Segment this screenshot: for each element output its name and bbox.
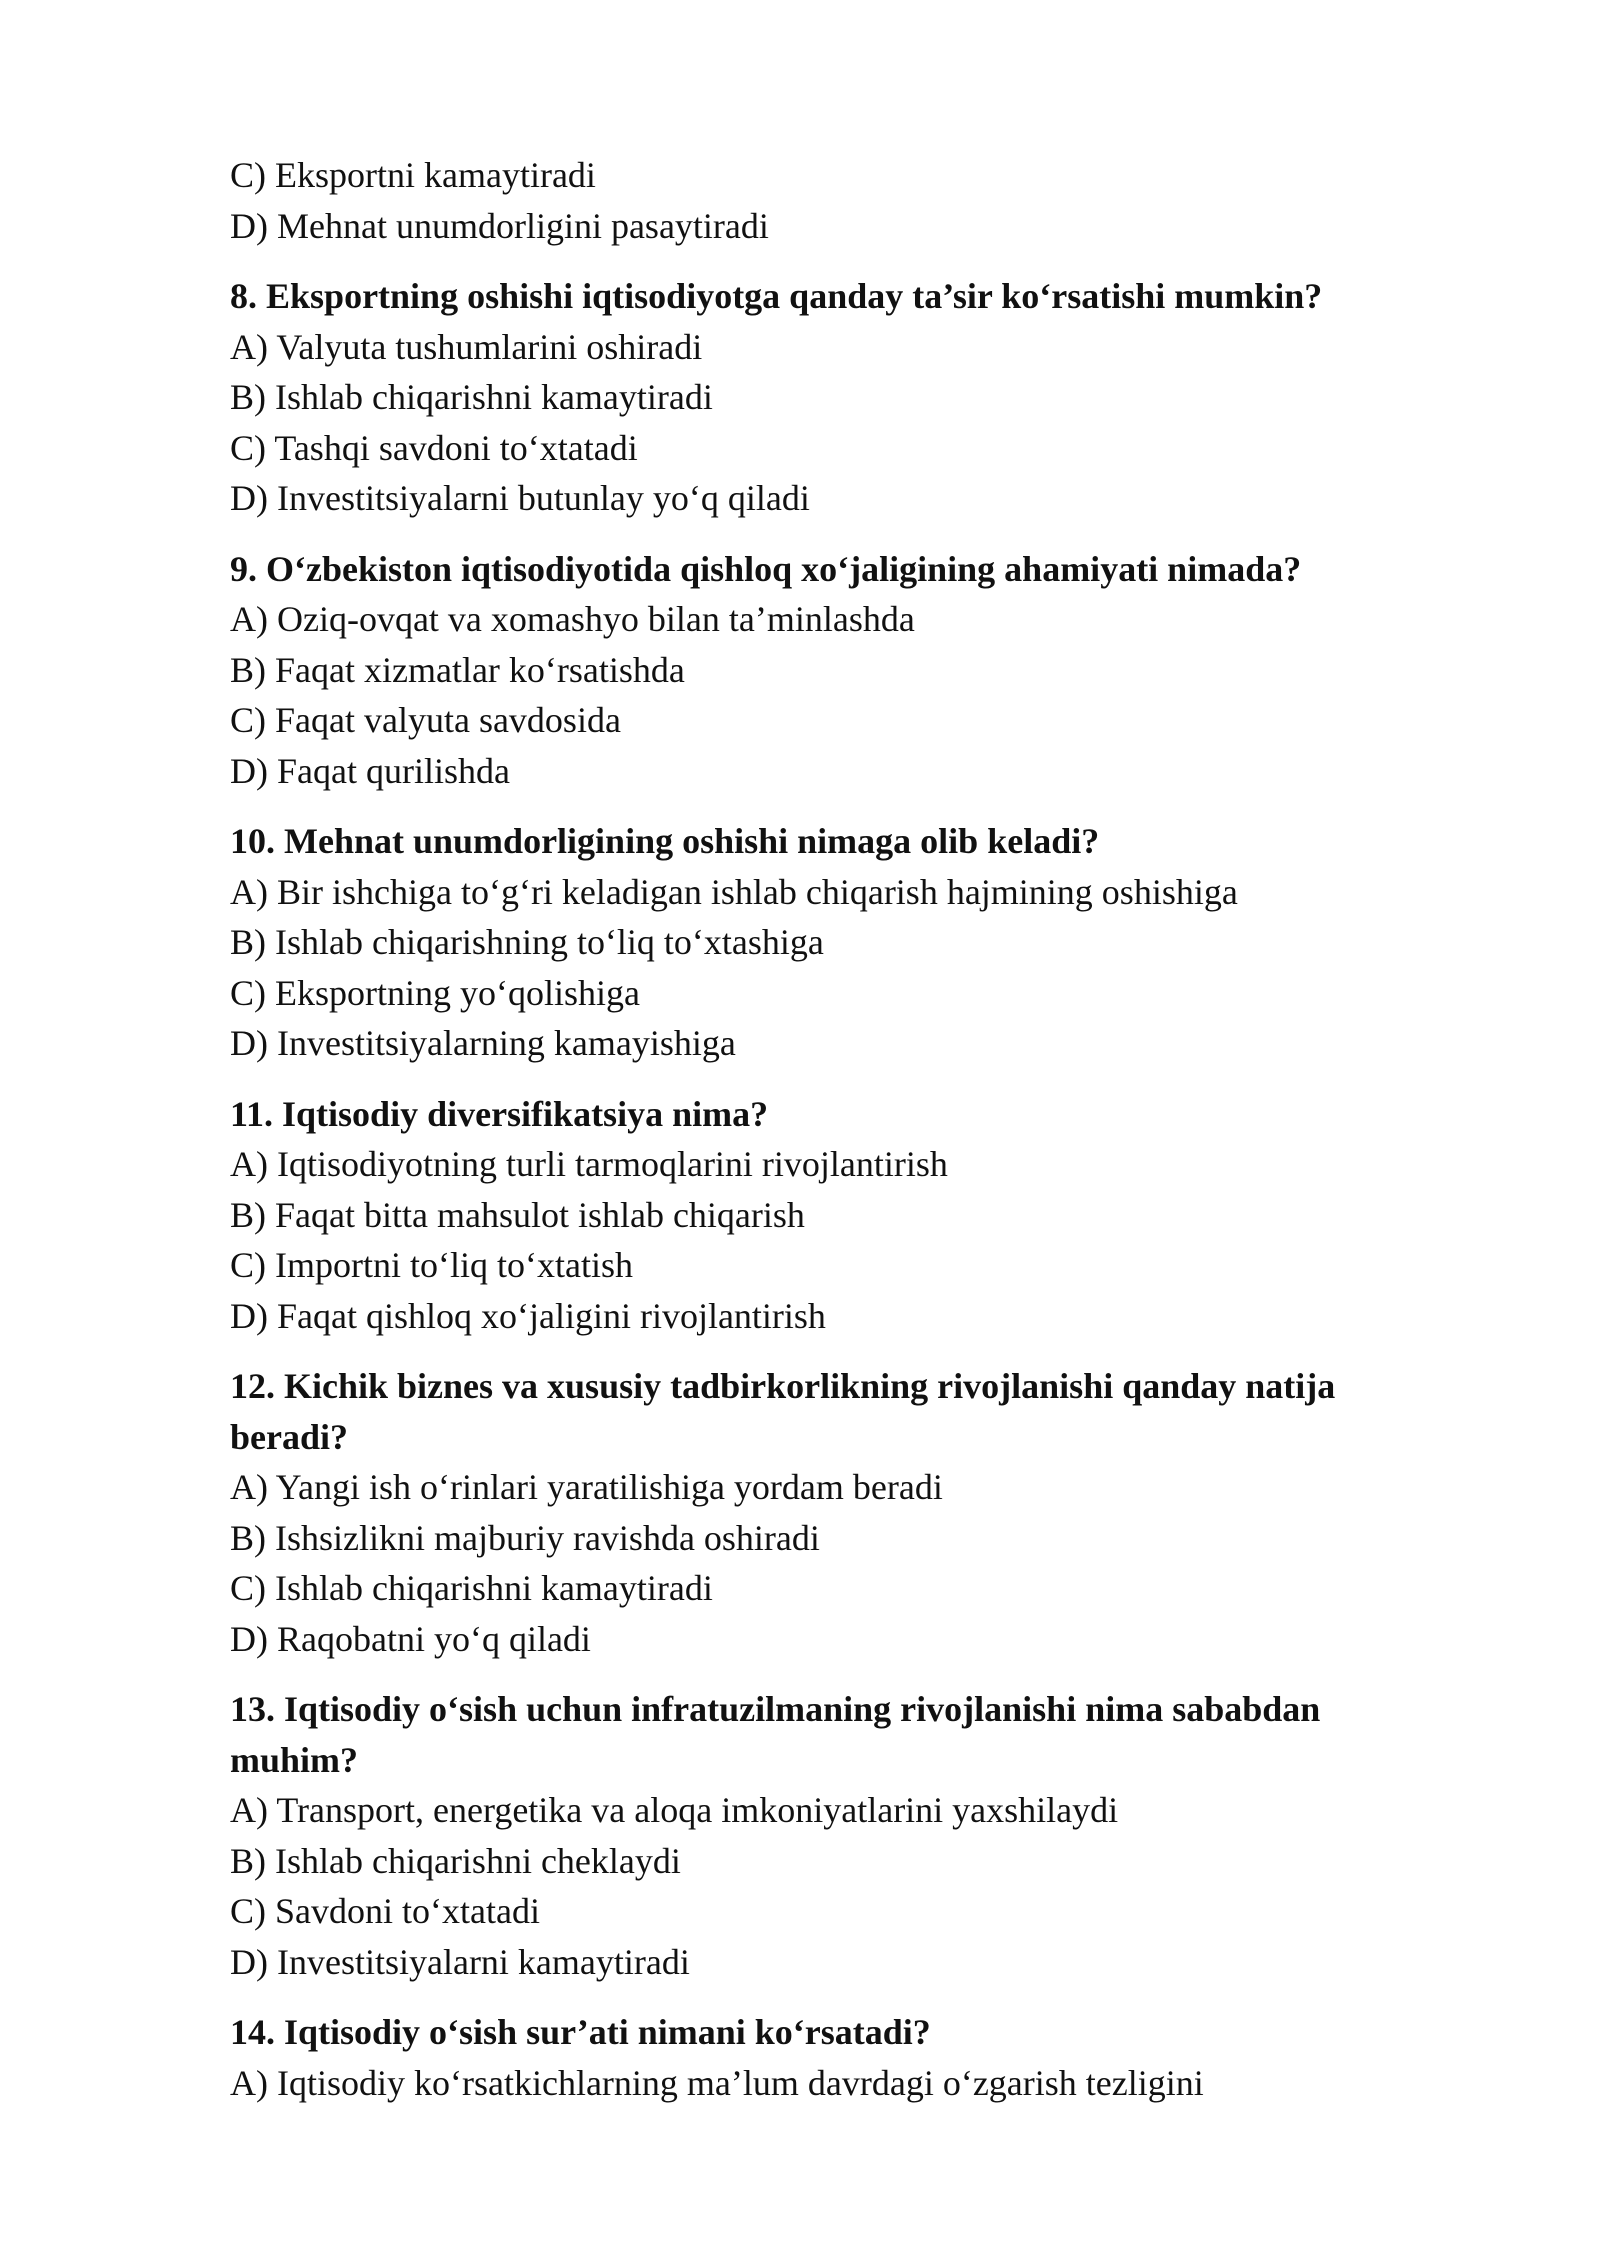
answer-option: A) Iqtisodiyotning turli tarmoqlarini rivojlantirish — [230, 1144, 948, 1184]
question-text: 9. Oʻzbekiston iqtisodiyotida qishloq xoʻjaligining ahamiyati nimada? — [230, 548, 1302, 589]
answer-option: A) Oziq-ovqat va xomashyo bilan ta’minlashda — [230, 599, 915, 639]
answer-option: D) Investitsiyalarni butunlay yoʻq qiladi — [230, 478, 810, 518]
answer-option: A) Valyuta tushumlarini oshiradi — [230, 326, 703, 367]
answer-option: C) Importni toʻliq toʻxtatish — [230, 1245, 633, 1285]
answer-option: D) Faqat qurilishda — [230, 750, 510, 791]
answer-option: C) Tashqi savdoni toʻxtatadi — [230, 427, 638, 468]
answer-option: B) Faqat xizmatlar koʻrsatishda — [230, 649, 685, 690]
question-11 — [230, 1089, 1430, 1342]
question-13 — [230, 1684, 1430, 1987]
answer-option: A) Yangi ish oʻrinlari yaratilishiga yordam beradi — [230, 1467, 943, 1507]
document-page — [230, 150, 1430, 2108]
answer-option: C) Eksportning yoʻqolishiga — [230, 972, 640, 1013]
answer-option: B) Ishsizlikni majburiy ravishda oshiradi — [230, 1517, 820, 1558]
answer-option: B) Ishlab chiqarishni cheklaydi — [230, 1840, 681, 1881]
question-8 — [230, 271, 1430, 524]
question-9 — [230, 544, 1430, 797]
answer-option: C) Eksportni kamaytiradi — [230, 155, 596, 195]
question-14 — [230, 2007, 1430, 2108]
answer-option: D) Investitsiyalarni kamaytiradi — [230, 1941, 690, 1982]
answer-option: C) Faqat valyuta savdosida — [230, 700, 621, 740]
question-text: 12. Kichik biznes va xususiy tadbirkorlikning rivojlanishi qanday natija beradi? — [230, 1366, 1336, 1457]
question-12 — [230, 1361, 1430, 1664]
answer-option: C) Ishlab chiqarishni kamaytiradi — [230, 1568, 713, 1608]
question-text: 14. Iqtisodiy oʻsish sur’ati nimani koʻrsatadi? — [230, 2012, 931, 2052]
question-text: 13. Iqtisodiy oʻsish uchun infratuzilmaning rivojlanishi nima sababdan muhim? — [230, 1689, 1321, 1780]
answer-option: B) Faqat bitta mahsulot ishlab chiqarish — [230, 1194, 805, 1235]
answer-option: B) Ishlab chiqarishning toʻliq toʻxtashiga — [230, 922, 824, 962]
continued-options — [230, 150, 1430, 251]
question-text: 8. Eksportning oshishi iqtisodiyotga qanday ta’sir koʻrsatishi mumkin? — [230, 276, 1323, 316]
answer-option: D) Faqat qishloq xoʻjaligini rivojlantirish — [230, 1295, 826, 1336]
question-10 — [230, 816, 1430, 1069]
answer-option: C) Savdoni toʻxtatadi — [230, 1891, 540, 1931]
question-text: 10. Mehnat unumdorligining oshishi nimaga olib keladi? — [230, 821, 1100, 861]
answer-option: D) Investitsiyalarning kamayishiga — [230, 1023, 736, 1063]
question-text: 11. Iqtisodiy diversifikatsiya nima? — [230, 1093, 769, 1134]
answer-option: B) Ishlab chiqarishni kamaytiradi — [230, 377, 713, 417]
answer-option: A) Transport, energetika va aloqa imkoniyatlarini yaxshilaydi — [230, 1790, 1119, 1830]
answer-option: A) Iqtisodiy koʻrsatkichlarning ma’lum davrdagi oʻzgarish tezligini — [230, 2062, 1204, 2103]
answer-option: D) Mehnat unumdorligini pasaytiradi — [230, 205, 769, 246]
answer-option: D) Raqobatni yoʻq qiladi — [230, 1618, 591, 1659]
answer-option: A) Bir ishchiga toʻgʻri keladigan ishlab chiqarish hajmining oshishiga — [230, 871, 1238, 912]
